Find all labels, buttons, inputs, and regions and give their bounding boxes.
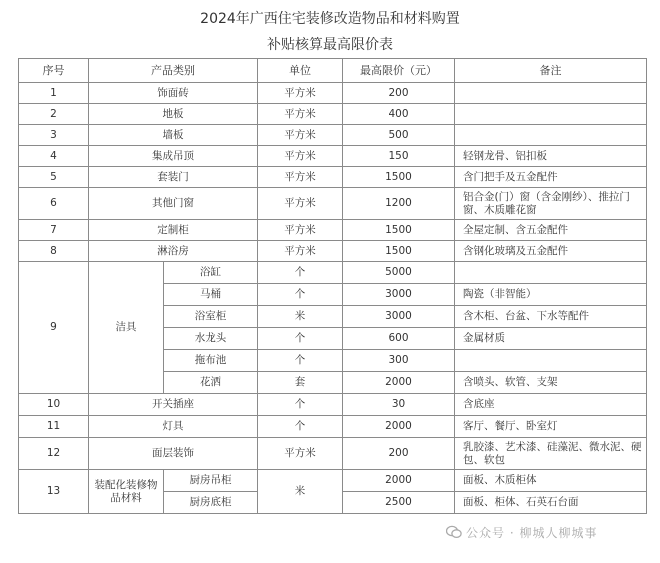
cell-price: 2000 [343, 416, 455, 438]
cell-subcategory: 水龙头 [164, 328, 258, 350]
cell-no: 11 [19, 416, 89, 438]
table-row [19, 470, 647, 492]
cell-note: 轻钢龙骨、铝扣板 [455, 146, 647, 167]
watermark [442, 522, 601, 543]
cell-note [455, 262, 647, 284]
cell-price: 3000 [343, 306, 455, 328]
cell-no: 12 [19, 438, 89, 470]
table-row [19, 220, 647, 241]
table-row [19, 125, 647, 146]
cell-price: 300 [343, 350, 455, 372]
cell-note: 含门把手及五金配件 [455, 167, 647, 188]
cell-category: 套装门 [89, 167, 258, 188]
cell-price: 200 [343, 83, 455, 104]
cell-no: 9 [19, 262, 89, 394]
cell-category: 面层装饰 [89, 438, 258, 470]
cell-unit: 平方米 [258, 220, 343, 241]
cell-category: 灯具 [89, 416, 258, 438]
cell-no: 7 [19, 220, 89, 241]
cell-subcategory: 厨房底柜 [164, 492, 258, 514]
table-row [19, 146, 647, 167]
cell-note: 陶瓷（非智能） [455, 284, 647, 306]
cell-unit: 米 [258, 306, 343, 328]
header-price: 最高限价（元） [343, 59, 455, 83]
table-row [19, 416, 647, 438]
cell-note [455, 350, 647, 372]
cell-unit: 个 [258, 328, 343, 350]
cell-price: 600 [343, 328, 455, 350]
cell-no: 10 [19, 394, 89, 416]
cell-unit: 个 [258, 350, 343, 372]
cell-note: 铝合金(门）窗（含金刚纱）、推拉门窗、木质雕花窗 [455, 188, 647, 220]
document-subtitle: 补贴核算最高限价表 [267, 37, 393, 53]
wechat-icon [446, 525, 462, 539]
cell-unit: 平方米 [258, 167, 343, 188]
cell-price: 2000 [343, 470, 455, 492]
cell-price: 1500 [343, 220, 455, 241]
table-header-row [19, 59, 647, 83]
cell-note: 客厅、餐厅、卧室灯 [455, 416, 647, 438]
cell-price: 400 [343, 104, 455, 125]
cell-no: 5 [19, 167, 89, 188]
cell-category: 定制柜 [89, 220, 258, 241]
cell-note: 金属材质 [455, 328, 647, 350]
cell-group: 洁具 [89, 262, 164, 394]
cell-subcategory: 厨房吊柜 [164, 470, 258, 492]
cell-note: 乳胶漆、艺术漆、硅藻泥、微水泥、硬包、软包 [455, 438, 647, 470]
cell-note [455, 83, 647, 104]
cell-unit: 个 [258, 394, 343, 416]
cell-note: 含钢化玻璃及五金配件 [455, 241, 647, 262]
table-row [19, 167, 647, 188]
cell-no: 4 [19, 146, 89, 167]
document-title: 2024年广西住宅装修改造物品和材料购置 [200, 11, 460, 27]
cell-no: 8 [19, 241, 89, 262]
cell-category: 饰面砖 [89, 83, 258, 104]
cell-note [455, 104, 647, 125]
cell-note: 含底座 [455, 394, 647, 416]
table-row [19, 241, 647, 262]
header-note: 备注 [455, 59, 647, 83]
cell-group: 装配化装修物品材料 [89, 470, 164, 514]
cell-unit: 平方米 [258, 188, 343, 220]
cell-category: 其他门窗 [89, 188, 258, 220]
cell-no: 2 [19, 104, 89, 125]
cell-category: 地板 [89, 104, 258, 125]
cell-category: 开关插座 [89, 394, 258, 416]
cell-no: 1 [19, 83, 89, 104]
cell-price: 2000 [343, 372, 455, 394]
cell-price: 150 [343, 146, 455, 167]
header-unit: 单位 [258, 59, 343, 83]
cell-unit: 套 [258, 372, 343, 394]
table-row [19, 83, 647, 104]
cell-subcategory: 浴缸 [164, 262, 258, 284]
cell-subcategory: 马桶 [164, 284, 258, 306]
cell-price: 5000 [343, 262, 455, 284]
cell-subcategory: 拖布池 [164, 350, 258, 372]
cell-unit: 平方米 [258, 241, 343, 262]
table-row [19, 104, 647, 125]
cell-subcategory: 浴室柜 [164, 306, 258, 328]
table-row [19, 188, 647, 220]
cell-note [455, 125, 647, 146]
cell-note: 面板、柜体、石英石台面 [455, 492, 647, 514]
cell-unit: 个 [258, 262, 343, 284]
cell-price: 3000 [343, 284, 455, 306]
header-no: 序号 [19, 59, 89, 83]
price-limit-table [18, 58, 647, 514]
cell-no: 3 [19, 125, 89, 146]
cell-unit: 个 [258, 284, 343, 306]
cell-note: 含喷头、软管、支架 [455, 372, 647, 394]
cell-price: 1500 [343, 241, 455, 262]
header-category: 产品类别 [89, 59, 258, 83]
cell-price: 30 [343, 394, 455, 416]
cell-unit: 平方米 [258, 438, 343, 470]
cell-no: 13 [19, 470, 89, 514]
cell-category: 淋浴房 [89, 241, 258, 262]
cell-price: 1200 [343, 188, 455, 220]
table-row [19, 262, 647, 284]
cell-note: 面板、木质柜体 [455, 470, 647, 492]
table-row [19, 438, 647, 470]
cell-unit: 个 [258, 416, 343, 438]
cell-price: 2500 [343, 492, 455, 514]
table-row [19, 394, 647, 416]
cell-subcategory: 花洒 [164, 372, 258, 394]
cell-unit: 平方米 [258, 83, 343, 104]
cell-price: 1500 [343, 167, 455, 188]
cell-category: 集成吊顶 [89, 146, 258, 167]
cell-no: 6 [19, 188, 89, 220]
cell-note: 含木柜、台盆、下水等配件 [455, 306, 647, 328]
cell-category: 墙板 [89, 125, 258, 146]
watermark-text: 公众号 · 柳城人柳城事 [466, 526, 598, 540]
cell-price: 200 [343, 438, 455, 470]
cell-unit: 米 [258, 470, 343, 514]
cell-note: 全屋定制、含五金配件 [455, 220, 647, 241]
cell-unit: 平方米 [258, 146, 343, 167]
cell-price: 500 [343, 125, 455, 146]
cell-unit: 平方米 [258, 104, 343, 125]
cell-unit: 平方米 [258, 125, 343, 146]
